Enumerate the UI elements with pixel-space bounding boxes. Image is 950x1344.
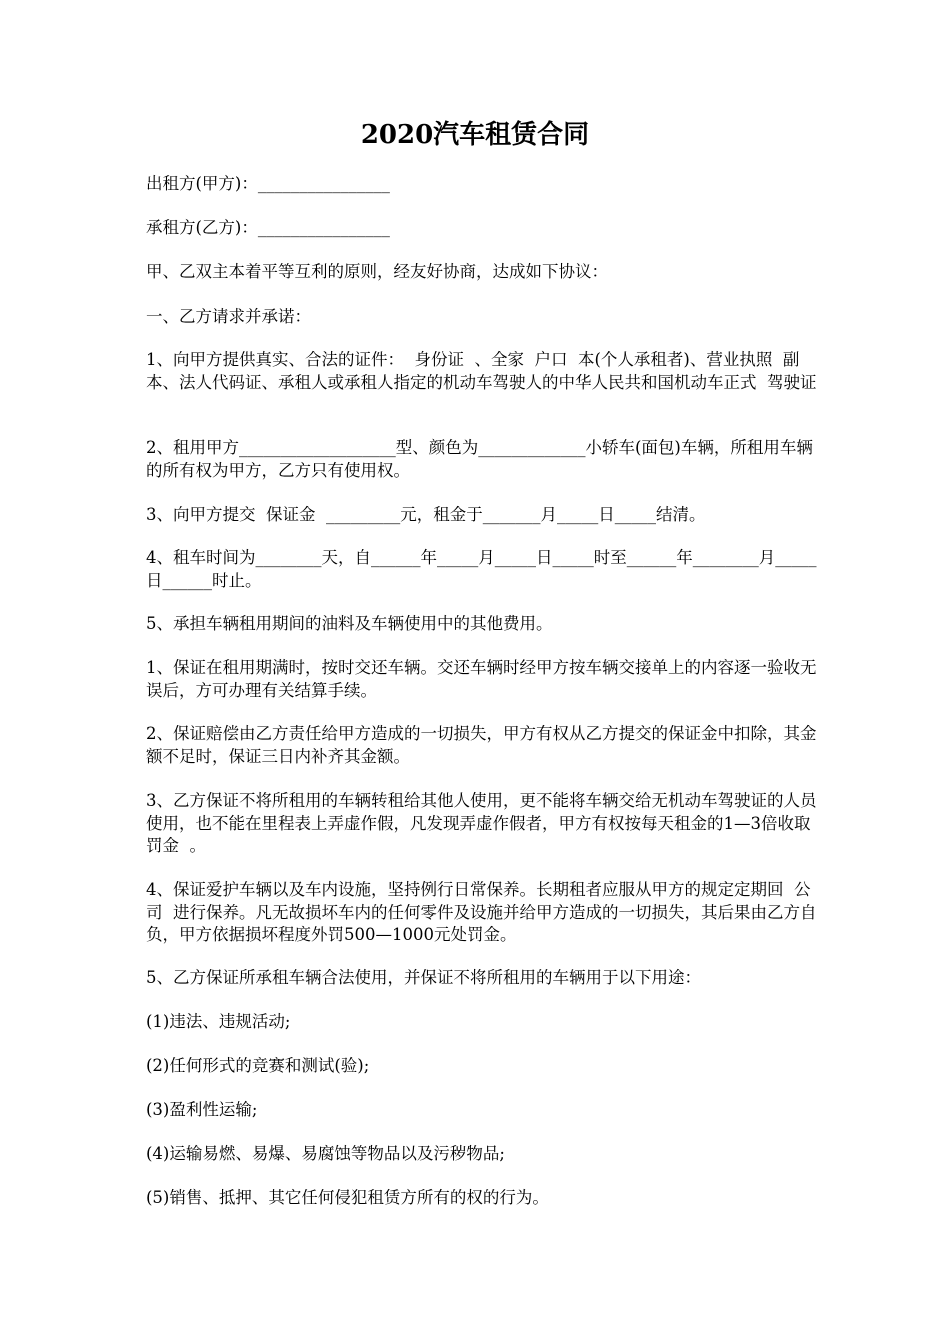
list-item: (5)销售、抵押、其它任何侵犯租赁方所有的权的行为。 xyxy=(146,1188,549,1207)
clause-paragraph: 4、租车时间为________天，自______年_____月_____日_____时至______年________月_____日______时止。 xyxy=(146,548,817,590)
clause-paragraph: 5、承担车辆租用期间的油料及车辆使用中的其他费用。 xyxy=(146,614,553,633)
document-title: 2020汽车租赁合同 xyxy=(360,120,590,150)
lessee-line: 承租方(乙方)：________________ xyxy=(146,218,390,237)
lessor-line: 出租方(甲方)：________________ xyxy=(146,174,390,193)
list-item: (2)任何形式的竞赛和测试(验); xyxy=(146,1056,370,1075)
clause-paragraph: 5、乙方保证所承租车辆合法使用，并保证不将所租用的车辆用于以下用途： xyxy=(146,968,701,987)
clause-paragraph: 1、保证在租用期满时，按时交还车辆。交还车辆时经甲方按车辆交接单上的内容逐一验收无误后，方可办理有关结算手续。 xyxy=(146,658,817,700)
list-item: (1)违法、违规活动; xyxy=(146,1012,291,1031)
clause-paragraph: 2、租用甲方___________________型、颜色为_____________小轿车(面包)车辆，所租用车辆的所有权为甲方，乙方只有使用权。 xyxy=(146,438,813,480)
clause-paragraph: 2、保证赔偿由乙方责任给甲方造成的一切损失，甲方有权从乙方提交的保证金中扣除，其金额不足时，保证三日内补齐其金额。 xyxy=(146,724,817,766)
clause-paragraph: 3、乙方保证不将所租用的车辆转租给其他人使用，更不能将车辆交给无机动车驾驶证的人员使用，也不能在里程表上弄虚作假，凡发现弄虚作假者，甲方有权按每天租金的1—3倍收取 罚金 。 xyxy=(146,791,821,855)
clause-paragraph: 3、向甲方提交 保证金 _________元，租金于_______月_____日_____结清。 xyxy=(146,505,706,524)
clause-paragraph: 4、保证爱护车辆以及车内设施，坚持例行日常保养。长期租者应服从甲方的规定定期回 公司 进行保养。凡无故损坏车内的任何零件及设施并给甲方造成的一切损失，其后果由乙方自负，甲方依据损坏程度外罚500—1000元处罚金。 xyxy=(146,880,817,944)
clause-paragraph: 1、向甲方提供真实、合法的证件： 身份证 、全家 户口 本(个人承租者)、营业执照 副本、法人代码证、承租人或承租人指定的机动车驾驶人的中华人民共和国机动车正式 驾驶证 xyxy=(146,350,817,392)
list-item: (4)运输易燃、易爆、易腐蚀等物品以及污秽物品; xyxy=(146,1144,505,1163)
intro-paragraph: 甲、乙双主本着平等互利的原则，经友好协商，达成如下协议： xyxy=(146,262,608,281)
list-item: (3)盈利性运输; xyxy=(146,1100,258,1119)
section-heading: 一、乙方请求并承诺： xyxy=(146,307,311,326)
